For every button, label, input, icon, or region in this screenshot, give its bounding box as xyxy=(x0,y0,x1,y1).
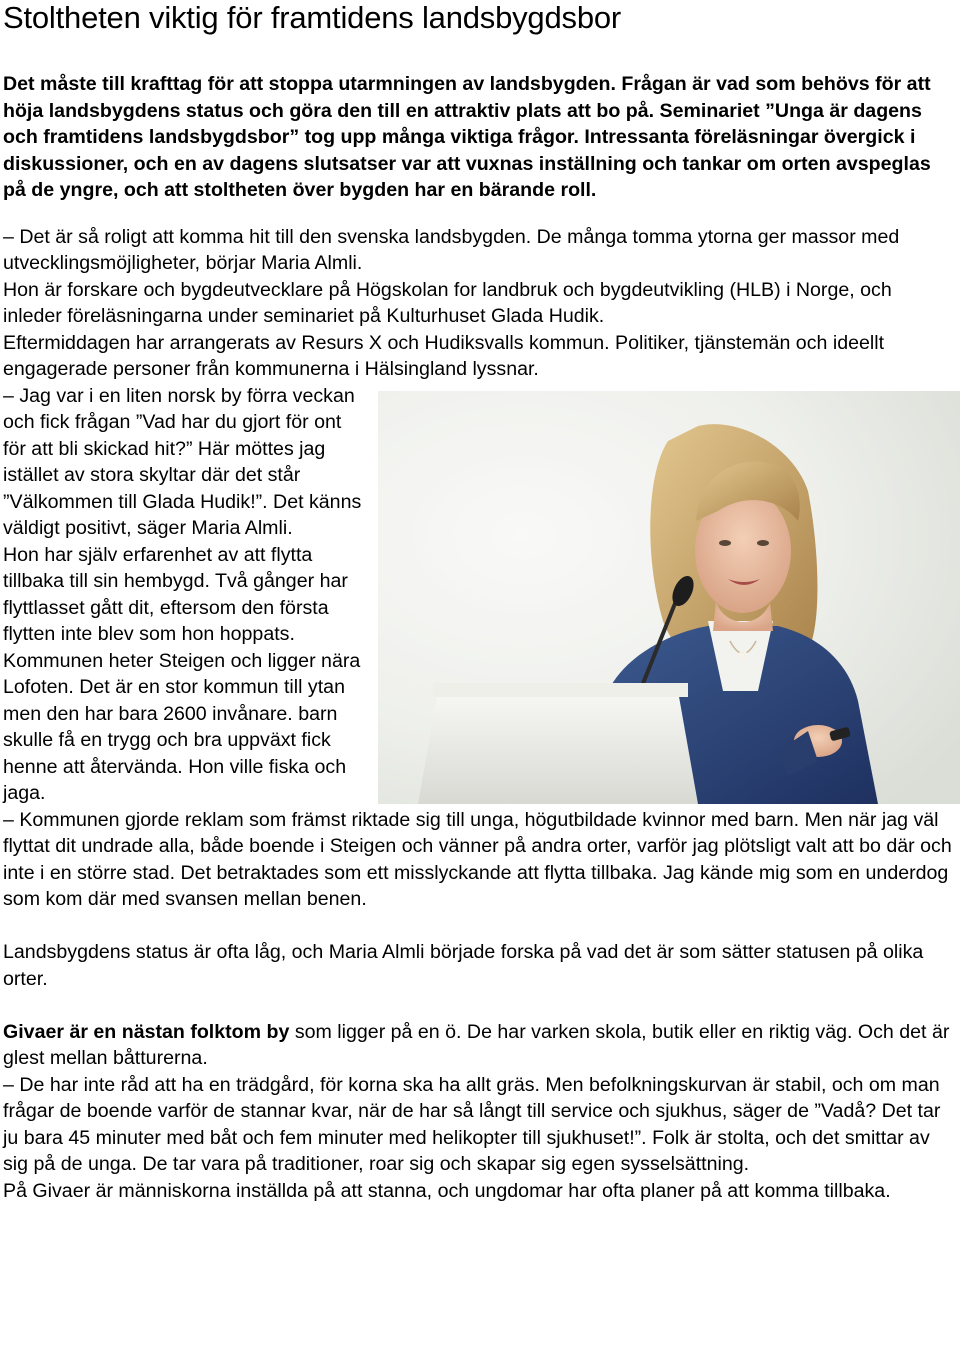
speaker-photo-illustration xyxy=(378,391,960,804)
paragraph-rest: som ligger på en ö. De har varken skola, butik eller en riktig väg. Och det är glest mellan båtturerna. xyxy=(3,1020,950,1069)
paragraph: Hon är forskare och bygdeutvecklare på Högskolan for landbruk och bygdeutvikling (HLB) i Norge, och inleder föreläsningarna under seminariet på Kulturhuset Glada Hudik. xyxy=(3,278,892,327)
paragraph: Eftermiddagen har arrangerats av Resurs X och Hudiksvalls kommun. Politiker, tjänstemän och ideellt engagerade personer från kommunerna i Hälsingland lyssnar. xyxy=(3,331,885,380)
paragraph: Landsbygdens status är ofta låg, och Maria Almli började forska på vad det är som sätter statusen på olika orter. xyxy=(3,941,924,990)
paragraph xyxy=(3,1019,953,1072)
paragraph: – Jag var i en liten norsk by förra veckan och fick frågan ”Vad har du gjort för ont för att bli skickad hit?” Här möttes jag istället av stora skyltar där det står ”Välkommen till Glada Hudik!”. Det känns väldigt positivt, säger Maria Almli. xyxy=(3,384,362,539)
paragraph: – De har inte råd att ha en trädgård, för korna ska ha allt gräs. Men befolkningskurvan är stabil, och om man frågar de boende varför de stannar kvar, när de har så långt till service och sjukhus, säger de ”Vadå? Det tar ju bara 45 minuter med båt och fem minuter med helikopter till sjukhuset!”. Folk är stolta, och det smittar av sig på de unga. De tar vara på traditioner, roar sig och skapar sig egen sysselsättning. xyxy=(3,1073,941,1175)
article-title: Stoltheten viktig för framtidens landsbygdsbor xyxy=(3,0,622,35)
paragraph: Hon har själv erfarenhet av att flytta tillbaka till sin hembygd. Två gånger har flyttlasset gått dit, eftersom den första flytten inte blev som hon hoppats. xyxy=(3,543,348,645)
paragraph: På Givaer är människorna inställda på att stanna, och ungdomar har ofta planer på att komma tillbaka. xyxy=(3,1179,891,1202)
article-lead: Det måste till krafttag för att stoppa utarmningen av landsbygden. Frågan är vad som behövs för att höja landsbygdens status och göra den till en attraktiv plats att bo på. Seminariet ”Unga är dagens och framtidens landsbygdsbor” tog upp många viktiga frågor. Intressanta föreläsningar övergick i diskussioner, och en av dagens slutsatser var att vuxnas inställning och tankar om orten avspeglas på de yngre, och att stoltheten över bygden har en bärande roll. xyxy=(3,73,931,201)
paragraph: Kommunen heter Steigen och ligger nära Lofoten. Det är en stor kommun till ytan men den har bara 2600 invånare. barn skulle få en trygg och bra uppväxt fick henne att återvända. Hon ville fiska och jaga. xyxy=(3,649,361,804)
paragraph: – Kommunen gjorde reklam som främst riktade sig till unga, högutbildade kvinnor med barn. Men när jag väl flyttat dit undrade alla, både boende i Steigen och vänner på andra orter, varför jag plötsligt valt att bo där och inte i en större stad. Det betraktades som ett misslyckande att flytta tillbaka. Jag kände mig som en underdog som kom där med svansen mellan benen. xyxy=(3,808,952,910)
paragraph-spacer xyxy=(3,992,960,1019)
paragraph: – Det är så roligt att komma hit till den svenska landsbygden. De många tomma ytorna ger massor med utvecklingsmöjligheter, börjar Maria Almli. xyxy=(3,225,900,274)
speaker-photo xyxy=(378,391,960,804)
bold-lead-phrase: Givaer är en nästan folktom by xyxy=(3,1020,290,1043)
paragraph-spacer xyxy=(3,913,960,940)
article-body xyxy=(3,224,960,1205)
